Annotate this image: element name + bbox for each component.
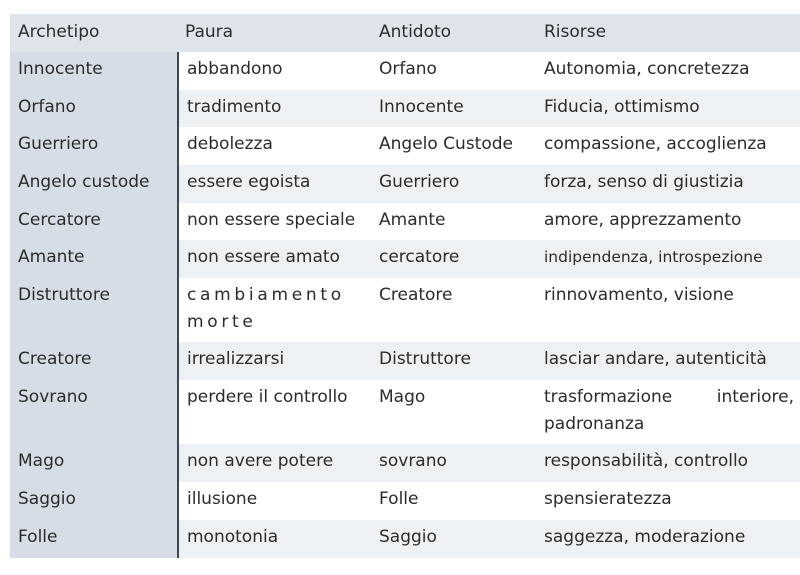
table-row [10, 203, 800, 240]
cell-paura: non avere potere [177, 444, 371, 482]
cell-paura: illusione [177, 482, 371, 520]
cell-antidoto: Orfano [379, 59, 437, 79]
cell-archetipo: Folle [10, 520, 177, 558]
header-risorse: Risorse [544, 22, 607, 42]
cell-archetipo: Amante [10, 240, 177, 278]
cell-risorse: Autonomia, concretezza [544, 59, 750, 79]
cell-paura: irrealizzarsi [177, 342, 371, 380]
cell-archetipo: Guerriero [10, 127, 177, 165]
table-header [10, 14, 800, 52]
cell-antidoto: Folle [379, 489, 419, 509]
cell-risorse: amore, apprezzamento [544, 210, 742, 230]
table-row [10, 380, 800, 444]
cell-risorse: compassione, accoglienza [544, 134, 767, 154]
cell-antidoto: Innocente [371, 90, 536, 127]
cell-paura: tradimento [177, 90, 371, 127]
cell-antidoto: Guerriero [371, 165, 536, 203]
table-row [10, 520, 800, 558]
cell-archetipo: Creatore [10, 342, 177, 380]
cell-risorse: saggezza, moderazione [536, 520, 800, 558]
cell-paura: perdere il controllo [177, 380, 371, 444]
cell-archetipo: Innocente [10, 52, 177, 90]
cell-risorse: forza, senso di giustizia [536, 165, 800, 203]
table-row [10, 482, 800, 520]
cell-paura: essere egoista [177, 165, 371, 203]
header-paura: Paura [185, 22, 234, 42]
table-row [10, 444, 800, 482]
table-row [10, 342, 800, 380]
cell-archetipo: Saggio [10, 482, 177, 520]
cell-risorse: spensieratezza [544, 489, 672, 509]
cell-antidoto: sovrano [371, 444, 536, 482]
cell-archetipo: Distruttore [10, 278, 177, 342]
cell-paura: debolezza [177, 127, 371, 165]
cell-antidoto: Distruttore [371, 342, 536, 380]
cell-paura: non essere amato [177, 240, 371, 278]
cell-paura: non essere speciale [177, 203, 371, 240]
cell-risorse: trasformazione interiore, padronanza [544, 387, 794, 434]
cell-paura: monotonia [177, 520, 371, 558]
cell-risorse: rinnovamento, visione [544, 285, 734, 305]
cell-archetipo: Sovrano [10, 380, 177, 444]
table-row [10, 52, 800, 90]
cell-antidoto: cercatore [371, 240, 536, 278]
header-archetipo: Archetipo [18, 22, 100, 42]
cell-antidoto: Saggio [371, 520, 536, 558]
table-row [10, 240, 800, 278]
table-row [10, 127, 800, 165]
cell-archetipo: Cercatore [10, 203, 177, 240]
cell-paura: cambiamento morte [177, 278, 371, 342]
cell-archetipo: Mago [10, 444, 177, 482]
cell-antidoto: Angelo Custode [379, 134, 513, 154]
cell-archetipo: Orfano [10, 90, 177, 127]
header-antidoto: Antidoto [379, 22, 452, 42]
cell-risorse: lasciar andare, autenticità [536, 342, 800, 380]
table-row [10, 165, 800, 203]
cell-risorse: indipendenza, introspezione [536, 240, 800, 278]
cell-risorse: Fiducia, ottimismo [536, 90, 800, 127]
cell-paura: abbandono [177, 52, 371, 90]
table-row [10, 90, 800, 127]
table-row [10, 278, 800, 342]
cell-risorse: responsabilità, controllo [536, 444, 800, 482]
cell-archetipo: Angelo custode [10, 165, 177, 203]
cell-antidoto: Creatore [379, 285, 453, 305]
archetypes-table [10, 14, 800, 558]
cell-antidoto: Amante [379, 210, 446, 230]
cell-antidoto: Mago [379, 387, 426, 407]
